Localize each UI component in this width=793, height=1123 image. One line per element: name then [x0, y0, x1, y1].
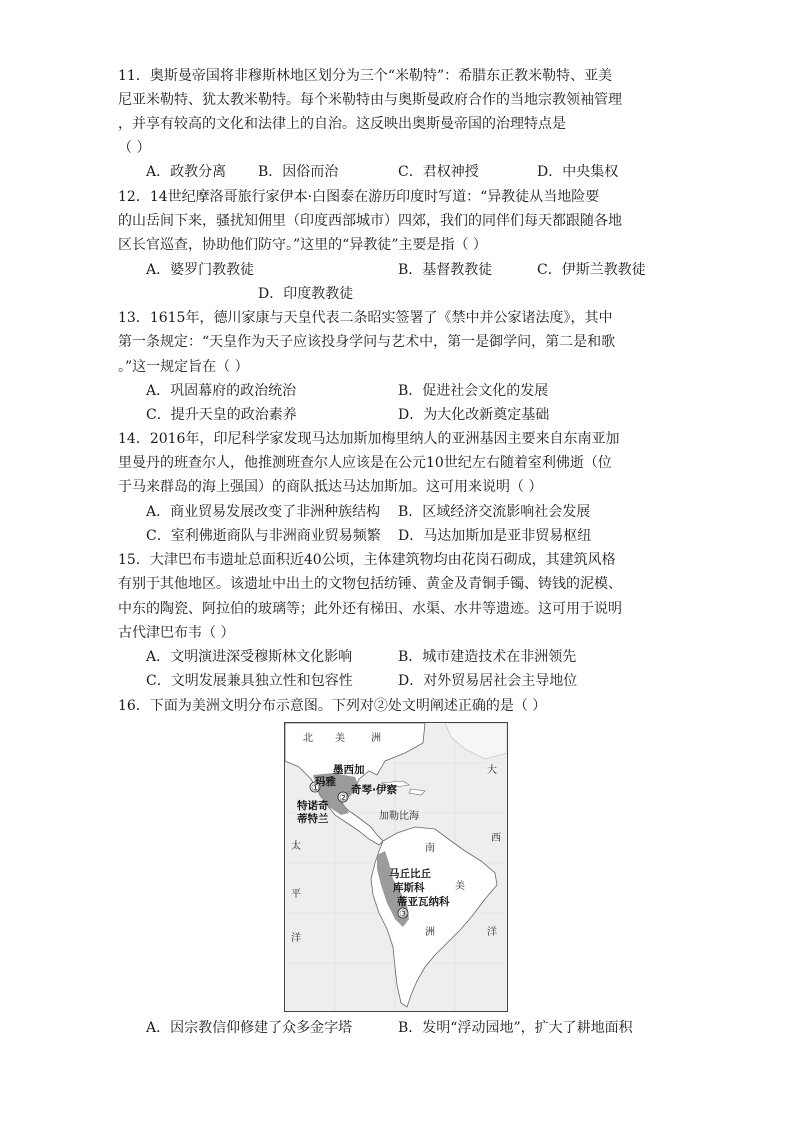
americas-civilization-map	[284, 722, 508, 1012]
north-america-char-3: 洲	[371, 733, 381, 744]
aztec-label: 墨西加	[333, 764, 365, 776]
question-text-line: 第一条规定：“天皇作为天子应该投身学问与艺术中，第一是御学问，第二是和歌	[118, 334, 616, 350]
pacific-char-3: 洋	[291, 933, 301, 944]
question-text-line: 。”这一规定旨在（ ）	[118, 359, 249, 375]
option-c: C．伊斯兰教教徒	[537, 262, 646, 278]
option-d: D．对外贸易居社会主导地位	[398, 673, 578, 689]
option-d: D．为大化改新奠定基础	[398, 407, 550, 423]
north-america-char-2: 美	[335, 733, 345, 744]
question-text-line: 尼亚米勒特、犹太教米勒特。每个米勒特由与奥斯曼政府合作的当地宗教领袖管理	[118, 92, 622, 108]
atlantic-char-3: 洋	[487, 927, 497, 938]
option-a: A．商业贸易发展改变了非洲种族结构	[146, 504, 381, 520]
option-b: B．区域经济交流影响社会发展	[398, 504, 591, 520]
maya-label: 玛雅	[315, 776, 336, 788]
machu-picchu-label: 马丘比丘	[389, 868, 431, 880]
question-text-line: 12．14世纪摩洛哥旅行家伊本·白图泰在游历印度时写道：“异教徒从当地险要	[118, 189, 600, 205]
pacific-char-2: 平	[291, 889, 301, 900]
question-text-line: 14．2016年，印尼科学家发现马达加斯加梅里纳人的亚洲基因主要来自东南亚加	[118, 431, 620, 447]
caribbean-sea-label: 加勒比海	[379, 811, 419, 822]
question-text-line: 有别于其他地区。该遗址中出土的文物包括纺锤、黄金及青铜手镯、铸钱的泥模、	[118, 576, 622, 592]
atlantic-char-2: 西	[491, 833, 501, 844]
question-text-line: 区长官巡查，协助他们防守。”这里的“异教徒”主要是指（ ）	[118, 237, 487, 253]
question-text-line: ，并享有较高的文化和法律上的自治。这反映出奥斯曼帝国的治理特点是	[118, 116, 566, 132]
question-text-line: 于马来群岛的海上强国）的商队抵达马达加斯加。这可用来说明（ ）	[118, 479, 543, 495]
option-a: A．政教分离	[146, 164, 227, 180]
cusco-label: 库斯科	[393, 882, 425, 894]
option-a: A．巩固幕府的政治统治	[146, 383, 297, 399]
option-a: A．文明演进深受穆斯林文化影响	[146, 649, 353, 665]
south-america-char-2: 美	[455, 881, 465, 892]
option-c: C．提升天皇的政治素养	[146, 407, 297, 423]
tenochtitlan-label-2: 蒂特兰	[297, 813, 329, 825]
north-america-char-1: 北	[303, 733, 313, 744]
option-c: C．室利佛逝商队与非洲商业贸易频繁	[146, 528, 381, 544]
option-a: A．婆罗门教教徒	[146, 262, 255, 278]
question-text-line: 13．1615年，德川家康与天皇代表二条昭实签署了《禁中并公家诸法度》，其中	[118, 310, 613, 326]
question-text-line: 中东的陶瓷、阿拉伯的玻璃等；此外还有梯田、水渠、水井等遗迹。这可用于说明	[118, 601, 622, 617]
question-text-line: 古代津巴布韦（ ）	[118, 625, 235, 641]
atlantic-char-1: 大	[487, 765, 497, 776]
option-b: B．发明“浮动园地”，扩大了耕地面积	[398, 1020, 633, 1036]
option-a: A．因宗教信仰修建了众多金字塔	[146, 1020, 353, 1036]
marker-2-label: ②	[339, 793, 348, 804]
marker-3-label: ③	[399, 909, 408, 920]
tiwanaku-label: 蒂亚瓦纳科	[397, 896, 450, 908]
question-text-line: 15．大津巴布韦遗址总面积近40公顷，主体建筑物均由花岗石砌成，其建筑风格	[118, 552, 616, 568]
option-d: D．印度教教徒	[258, 286, 354, 302]
south-america-char-3: 洲	[425, 927, 435, 938]
answer-blank: （ ）	[118, 140, 151, 156]
tenochtitlan-label-1: 特诺奇	[297, 800, 329, 812]
option-b: B．城市建造技术在非洲领先	[398, 649, 577, 665]
option-d: D．中央集权	[537, 164, 619, 180]
question-text-line: 16．下面为美洲文明分布示意图。下列对②处文明阐述正确的是（ ）	[118, 698, 547, 714]
option-b: B．促进社会文化的发展	[398, 383, 549, 399]
option-c: C．君权神授	[398, 164, 479, 180]
option-b: B．因俗而治	[258, 164, 339, 180]
chichen-itza-label: 奇琴·伊察	[351, 784, 397, 796]
question-text-line: 11．奥斯曼帝国将非穆斯林地区划分为三个“米勒特”：希腊东正教米勒特、亚美	[118, 68, 613, 84]
option-c: C．文明发展兼具独立性和包容性	[146, 673, 353, 689]
question-text-line: 的山岳间下来，骚扰知佣里（印度西部城市）四郊，我们的同伴们每天都跟随各地	[118, 213, 622, 229]
question-text-line: 里曼丹的班查尔人，他推测班查尔人应该是在公元10世纪左右随着室利佛逝（位	[118, 455, 612, 471]
marker-1-label: ①	[311, 783, 320, 794]
south-america-char-1: 南	[425, 843, 435, 854]
pacific-char-1: 太	[291, 841, 301, 852]
option-d: D．马达加斯加是亚非贸易枢纽	[398, 528, 592, 544]
option-b: B．基督教教徒	[398, 262, 493, 278]
